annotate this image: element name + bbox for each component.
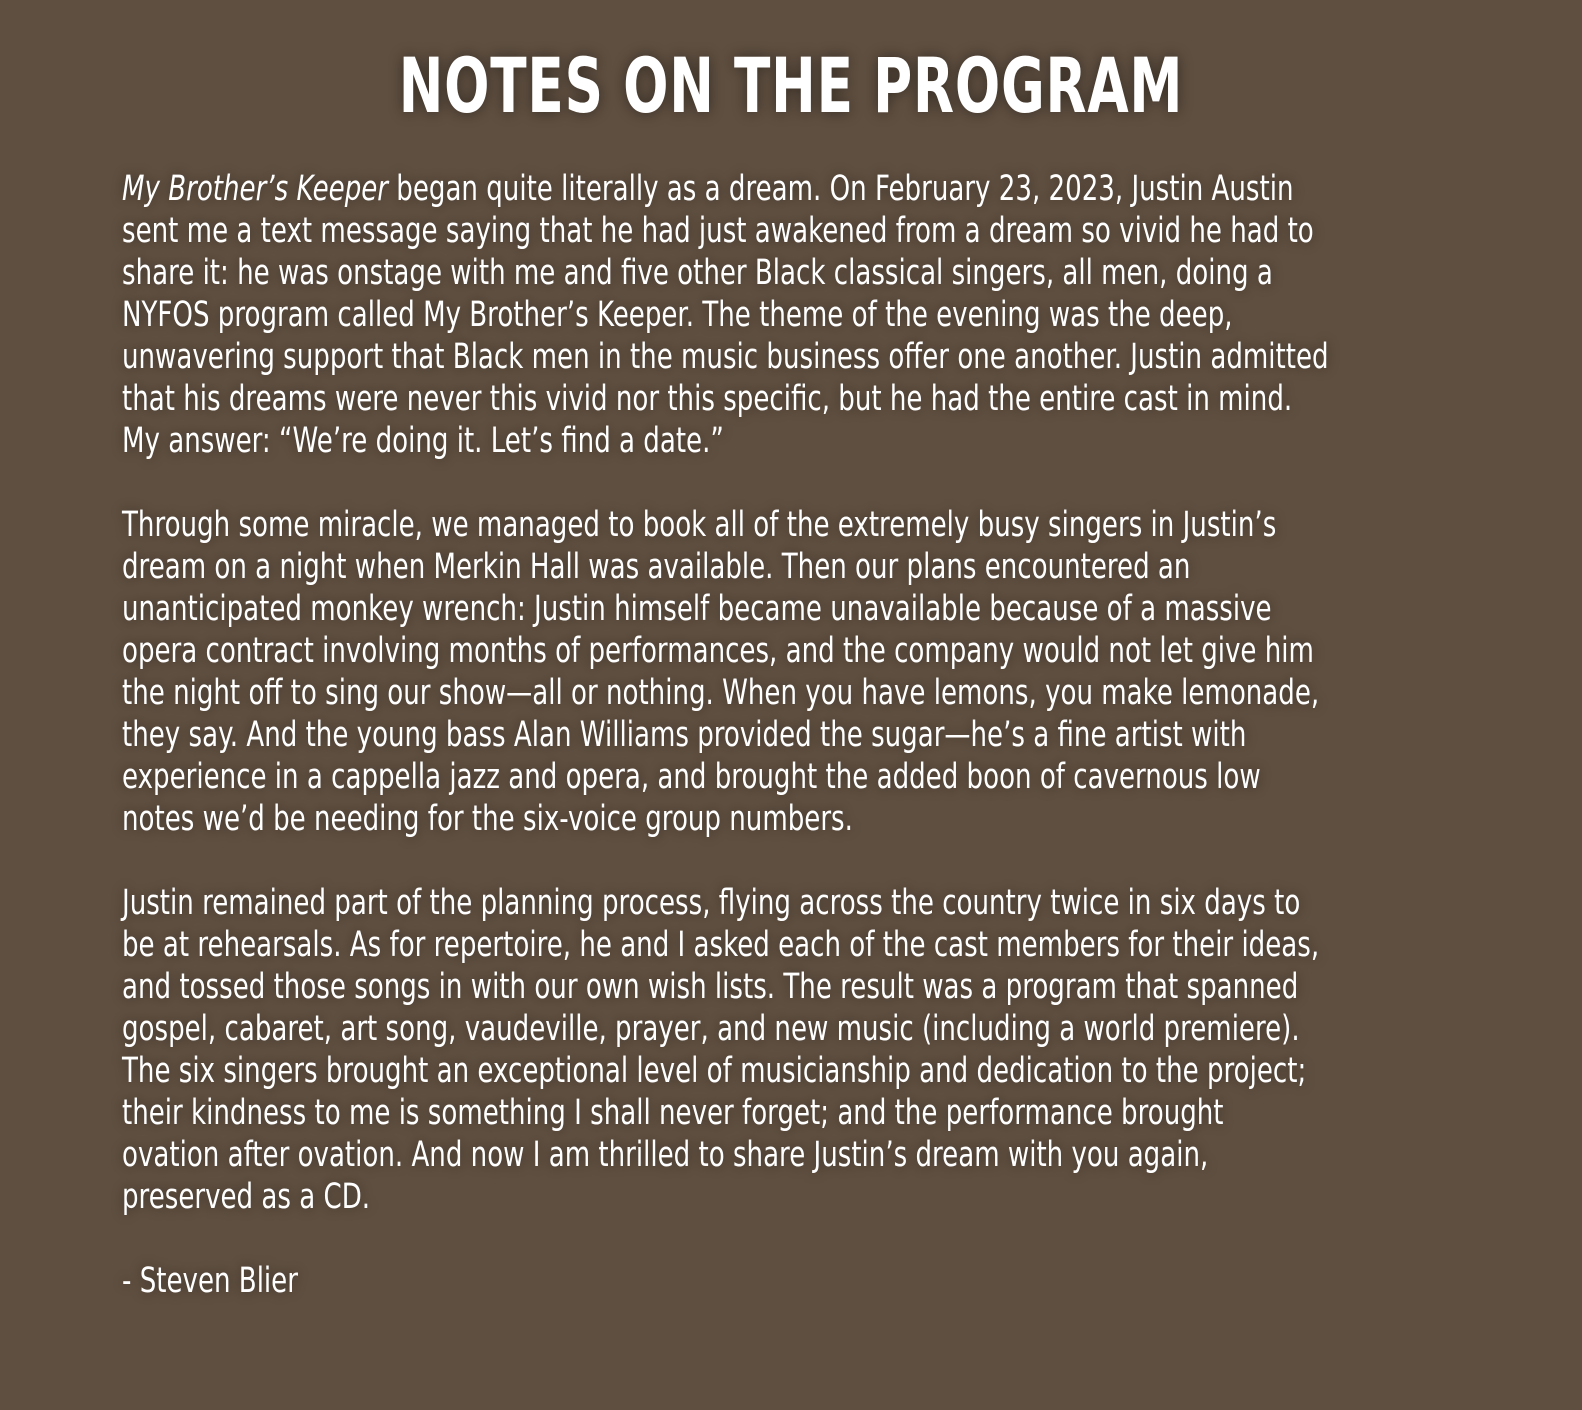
text-line: their kindness to me is something I shall never forget; and the performance brought — [122, 1093, 1224, 1133]
paragraph-3 — [122, 882, 1538, 1218]
text-line — [122, 168, 1538, 210]
text-line: that his dreams were never this vivid nor this specific, but he had the entire cast in mind. — [122, 379, 1293, 419]
text-line: opera contract involving months of performances, and the company would not let give him — [122, 631, 1314, 671]
paragraph-2 — [122, 504, 1538, 840]
text-line: My answer: “We’re doing it. Let’s find a date.” — [122, 421, 724, 461]
text-line: be at rehearsals. As for repertoire, he and I asked each of the cast members for their ideas, — [122, 925, 1320, 965]
text-line: The six singers brought an exceptional level of musicianship and dedication to the project; — [122, 1051, 1307, 1091]
text-line: dream on a night when Merkin Hall was available. Then our plans encountered an — [122, 547, 1191, 587]
text-line: and tossed those songs in with our own wish lists. The result was a program that spanned — [122, 967, 1299, 1007]
text-line: Justin remained part of the planning process, flying across the country twice in six days to — [122, 883, 1301, 923]
text-line: gospel, cabaret, art song, vaudeville, prayer, and new music (including a world premiere). — [122, 1009, 1300, 1049]
text-line-content: began quite literally as a dream. On February 23, 2023, Justin Austin — [388, 169, 1294, 209]
notes-body — [122, 168, 1538, 1302]
text-line: Through some miracle, we managed to book all of the extremely busy singers in Justin’s — [122, 505, 1277, 545]
text-line: unanticipated monkey wrench: Justin himself became unavailable because of a massive — [122, 589, 1272, 629]
text-line: the night off to sing our show—all or nothing. When you have lemons, you make lemonade, — [122, 673, 1320, 713]
text-line: ovation after ovation. And now I am thrilled to share Justin’s dream with you again, — [122, 1135, 1209, 1175]
paragraph-1 — [122, 168, 1538, 462]
text-line: share it: he was onstage with me and five other Black classical singers, all men, doing a — [122, 253, 1273, 293]
text-line: notes we’d be needing for the six-voice group numbers. — [122, 799, 853, 839]
text-line: sent me a text message saying that he had just awakened from a dream so vivid he had to — [122, 211, 1314, 251]
text-line: experience in a cappella jazz and opera, and brought the added boon of cavernous low — [122, 757, 1261, 797]
text-line: unwavering support that Black men in the music business offer one another. Justin admitted — [122, 337, 1329, 377]
text-line: NYFOS program called My Brother’s Keeper. The theme of the evening was the deep, — [122, 295, 1233, 335]
author-signature: - Steven Blier — [122, 1261, 298, 1301]
work-title: My Brother’s Keeper — [122, 169, 389, 209]
text-line: they say. And the young bass Alan Williams provided the sugar—he’s a fine artist with — [122, 715, 1247, 755]
page-title: NOTES ON THE PROGRAM — [398, 41, 1184, 130]
text-line: preserved as a CD. — [122, 1177, 371, 1217]
